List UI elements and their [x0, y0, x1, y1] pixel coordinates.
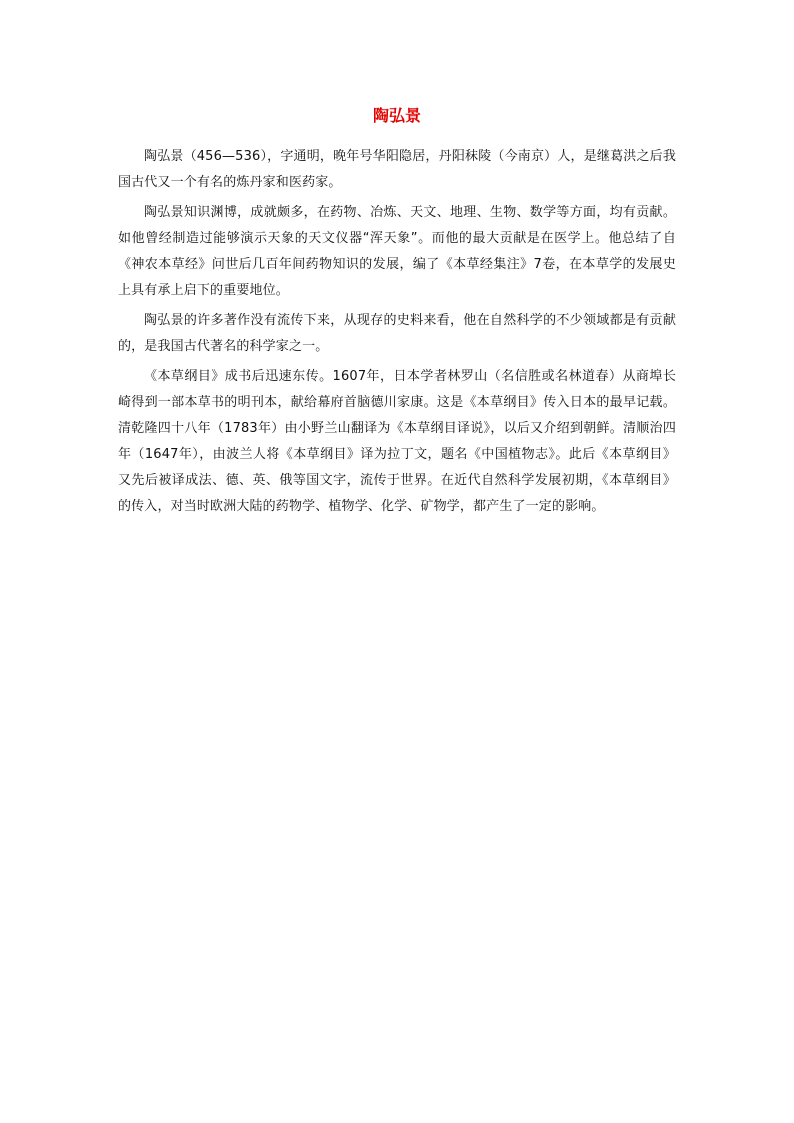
paragraph-4: 《本草纲目》成书后迅速东传。1607年，日本学者林罗山（名信胜或名林道春）从商埠长崎得到一部本草书的明刊本，献给幕府首脑德川家康。这是《本草纲目》传入日本的最早记载。清乾隆四十八年（1783年）由小野兰山翻译为《本草纲目译说》，以后又介绍到朝鲜。清顺治四年（1647年），由波兰人将《本草纲目》译为拉丁文，题名《中国植物志》。此后《本草纲目》又先后被译成法、德、英、俄等国文字，流传于世界。在近代自然科学发展初期，《本草纲目》的传入，对当时欧洲大陆的药物学、植物学、化学、矿物学，都产生了一定的影响。	[118, 369, 676, 514]
document-title: 陶弘景	[372, 106, 421, 125]
document-page	[118, 104, 676, 520]
paragraph-3: 陶弘景的许多著作没有流传下来，从现存的史料来看，他在自然科学的不少领域都是有贡献的，是我国古代著名的科学家之一。	[118, 313, 676, 354]
paragraph-2: 陶弘景知识渊博，成就颇多，在药物、冶炼、天文、地理、生物、数学等方面，均有贡献。如他曾经制造过能够演示天象的天文仪器“浑天象”。而他的最大贡献是在医学上。他总结了自《神农本草经》问世后几百年间药物知识的发展，编了《本草经集注》7卷，在本草学的发展史上具有承上启下的重要地位。	[118, 205, 676, 298]
paragraph-1: 陶弘景（456—536），字通明，晚年号华阳隐居，丹阳秣陵（今南京）人，是继葛洪之后我国古代又一个有名的炼丹家和医药家。	[118, 149, 676, 190]
